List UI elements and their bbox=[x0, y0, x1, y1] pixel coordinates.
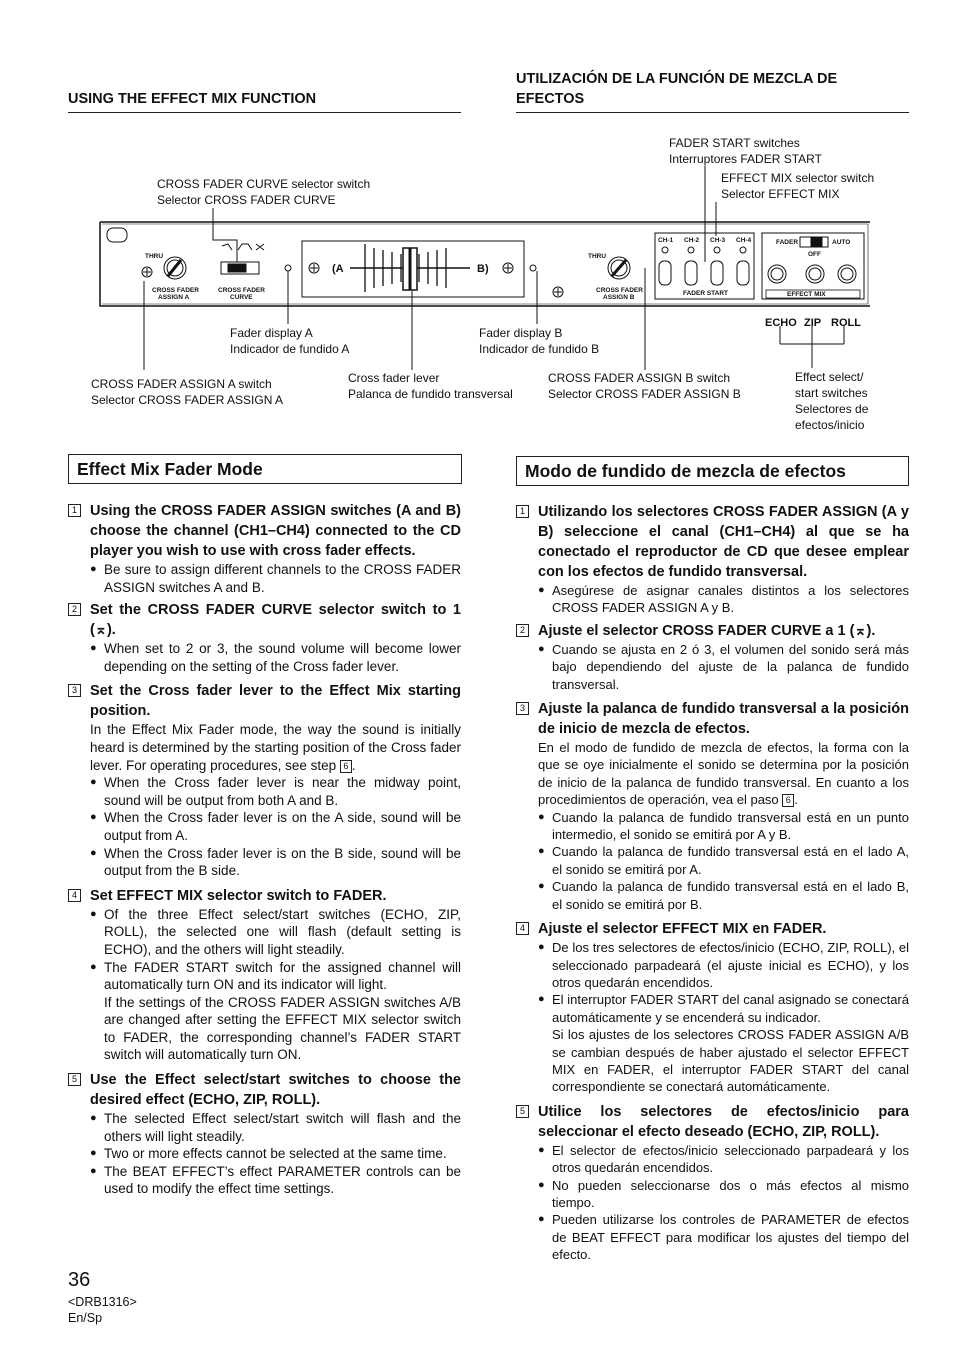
es-step-5-bullet-1: ● El selector de efectos/inicio seleccionado parpadeará y los otros quedarán encendidos. bbox=[516, 1142, 909, 1177]
en-step-5-bullet-3: ● The BEAT EFFECT’s effect PARAMETER controls can be used to modify the effect time settings. bbox=[68, 1163, 461, 1198]
assign-b-knob-icon bbox=[608, 257, 630, 279]
es-step-4-bullet-1: ● De los tres selectores de efectos/inicio (ECHO, ZIP, ROLL), el seleccionado parpadeará (el ajuste inicial es ECHO), y los otros quedarán encendidos. bbox=[516, 939, 909, 991]
en-step-4-continuation: If the settings of the CROSS FADER ASSIGN switches A/B are changed after setting the EFFECT MIX selector switch to FADER, the corresponding channel’s FADER START switch will automatically turn ON. bbox=[104, 994, 461, 1063]
fader-start-ch4-icon bbox=[737, 261, 749, 285]
en-step-1-title: Using the CROSS FADER ASSIGN switches (A and B) choose the channel (CH1–CH4) connected to the CD player you wish to use with cross fader effects. bbox=[90, 503, 461, 559]
doc-code: <DRB1316> bbox=[68, 1295, 137, 1309]
es-step-1-bullet-1: ● Asegúrese de asignar canales distintos a los selectores CROSS FADER ASSIGN A y B. bbox=[516, 582, 909, 617]
panel-ch2: CH-2 bbox=[684, 237, 700, 244]
fader-start-ch2-icon bbox=[685, 261, 697, 285]
en-step-2-number: 2 bbox=[68, 603, 81, 616]
panel-fader: FADER bbox=[776, 239, 799, 246]
es-step-1 bbox=[516, 502, 909, 582]
es-step-4-number: 4 bbox=[516, 922, 529, 935]
label-curve-en: CROSS FADER CURVE selector switch bbox=[157, 177, 371, 191]
es-step-2 bbox=[516, 621, 909, 641]
header-right-title: UTILIZACIÓN DE LA FUNCIÓN DE MEZCLA DE EFECTOS bbox=[516, 71, 838, 107]
es-step-5-bullet-2: ● No pueden seleccionarse dos o más efectos al mismo tiempo. bbox=[516, 1177, 909, 1212]
panel-ch3: CH-3 bbox=[710, 237, 726, 244]
label-effect-mix-en: EFFECT MIX selector switch bbox=[721, 171, 875, 185]
label-effect-select-4: efectos/inicio bbox=[795, 418, 865, 432]
panel-auto: AUTO bbox=[832, 239, 851, 246]
es-step-3-paragraph: En el modo de fundido de mezcla de efectos, la forma con la que se oye inicialmente el sonido se determina por la posición de inicio de la palanca de fundido transversal. En cuanto a los procedimientos de operación, vea el paso 6 . bbox=[538, 740, 909, 808]
es-step-2-bullet-1: ● Cuando se ajusta en 2 ó 3, el volumen del sonido será más bajo dependiendo del ajuste de la palanca de fundido transversal. bbox=[516, 641, 909, 693]
mixer-panel-diagram bbox=[0, 0, 954, 440]
label-lever-en: Cross fader lever bbox=[348, 371, 440, 385]
es-step-3-bullet-3: ● Cuando la palanca de fundido transversal está en el lado B, el sonido se emitirá por B. bbox=[516, 878, 909, 913]
en-section-title: Effect Mix Fader Mode bbox=[68, 454, 462, 484]
page-number: 36 bbox=[68, 1269, 91, 1291]
fader-start-ch3-icon bbox=[711, 261, 723, 285]
label-curve-es: Selector CROSS FADER CURVE bbox=[157, 193, 336, 207]
es-step-5-number: 5 bbox=[516, 1105, 529, 1118]
en-step-3-paragraph: In the Effect Mix Fader mode, the way the sound is initially heard is determined by the starting position of the Cross fader lever. For operating procedures, see step 6 . bbox=[90, 722, 461, 773]
en-step-1-number: 1 bbox=[68, 504, 81, 517]
doc-lang: En/Sp bbox=[68, 1311, 103, 1325]
es-step-3 bbox=[516, 699, 909, 739]
assign-a-knob-icon bbox=[142, 257, 186, 279]
label-assign-b-en: CROSS FADER ASSIGN B switch bbox=[548, 371, 731, 385]
panel-assign-b-2: ASSIGN B bbox=[603, 294, 635, 301]
panel-side-b: B) bbox=[477, 263, 489, 275]
label-fader-disp-b-en: Fader display B bbox=[479, 326, 563, 340]
en-step-3-bullet-2: ● When the Cross fader lever is on the A side, sound will be output from A. bbox=[68, 809, 461, 844]
panel-curve-2: CURVE bbox=[230, 294, 253, 301]
es-step-5-bullet-3: ● Pueden utilizarse los controles de PARAMETER de efectos de BEAT EFFECT para modificar los ajustes del tiempo del efecto. bbox=[516, 1211, 909, 1263]
en-step-3-bullet-3: ● When the Cross fader lever is on the B side, sound will be output from the B side. bbox=[68, 845, 461, 880]
en-step-5-number: 5 bbox=[68, 1073, 81, 1086]
es-step-1-title: Utilizando los selectores CROSS FADER ASSIGN (A y B) seleccione el canal (CH1–CH4) al que se ha conectado el reproductor de CD que desee emplear con los efectos de fundido transversal. bbox=[538, 504, 909, 580]
en-step-2 bbox=[68, 600, 461, 640]
label-effect-select-2: start switches bbox=[795, 386, 868, 400]
panel-thru-a: THRU bbox=[145, 253, 164, 260]
panel-assign-a-1: CROSS FADER bbox=[152, 287, 199, 294]
fader-display-b-icon bbox=[530, 265, 536, 271]
label-fader-disp-a-es: Indicador de fundido A bbox=[230, 342, 350, 356]
en-step-1 bbox=[68, 501, 461, 561]
es-section-title: Modo de fundido de mezcla de efectos bbox=[516, 456, 909, 486]
curve-selector-icon bbox=[221, 244, 264, 274]
panel-off: OFF bbox=[808, 251, 821, 258]
en-step-4 bbox=[68, 886, 461, 906]
en-step-1-bullet-1: ● Be sure to assign different channels to the CROSS FADER ASSIGN switches A and B. bbox=[68, 561, 461, 596]
en-step-2-bullet-1: ● When set to 2 or 3, the sound volume will become lower depending on the setting of the Cross fader lever. bbox=[68, 640, 461, 675]
en-column bbox=[68, 497, 461, 1198]
panel-thru-b: THRU bbox=[588, 253, 607, 260]
en-step-4-number: 4 bbox=[68, 889, 81, 902]
panel-echo: ECHO bbox=[765, 317, 797, 329]
es-step-3-paragraph-text: En el modo de fundido de mezcla de efectos, la forma con la que se oye inicialmente el sonido se determina por la posición de inicio de la palanca de fundido transversal. En cuanto a los procedimientos de operación, vea el paso bbox=[538, 740, 909, 808]
en-step-5-bullet-2: ● Two or more effects cannot be selected at the same time. bbox=[68, 1145, 461, 1163]
label-effect-select-1: Effect select/ bbox=[795, 370, 864, 384]
en-step-3 bbox=[68, 681, 461, 721]
en-step-5-title: Use the Effect select/start switches to choose the desired effect (ECHO, ZIP, ROLL). bbox=[90, 1072, 461, 1109]
panel-assign-a-2: ASSIGN A bbox=[158, 294, 190, 301]
label-fader-start-es: Interruptores FADER START bbox=[669, 152, 822, 166]
es-step-3-ref: 6 bbox=[782, 794, 794, 807]
en-step-3-title: Set the Cross fader lever to the Effect Mix starting position. bbox=[90, 683, 461, 720]
en-step-5-bullet-1: ● The selected Effect select/start switch will flash and the others will light steadily. bbox=[68, 1110, 461, 1145]
label-assign-a-es: Selector CROSS FADER ASSIGN A bbox=[91, 393, 284, 407]
panel-ch4: CH-4 bbox=[736, 237, 752, 244]
es-step-4-bullet-2: ● El interruptor FADER START del canal asignado se conectará automáticamente y se encenderá su indicador. bbox=[516, 991, 909, 1026]
en-step-4-title: Set EFFECT MIX selector switch to FADER. bbox=[90, 887, 387, 904]
label-effect-mix-es: Selector EFFECT MIX bbox=[721, 187, 840, 201]
es-step-2-number: 2 bbox=[516, 624, 529, 637]
label-effect-select-3: Selectores de bbox=[795, 402, 869, 416]
panel-roll: ROLL bbox=[831, 317, 861, 329]
es-step-4 bbox=[516, 919, 909, 939]
panel-ch1: CH-1 bbox=[658, 237, 674, 244]
label-assign-a-en: CROSS FADER ASSIGN A switch bbox=[91, 377, 272, 391]
en-step-3-paragraph-text: In the Effect Mix Fader mode, the way the sound is initially heard is determined by the starting position of the Cross fader lever. For operating procedures, see step bbox=[90, 722, 461, 773]
panel-effect-mix: EFFECT MIX bbox=[787, 291, 826, 298]
en-step-3-bullet-1: ● When the Cross fader lever is near the midway point, sound will be output from both A and B. bbox=[68, 774, 461, 809]
panel-zip: ZIP bbox=[804, 317, 822, 329]
label-lever-es: Palanca de fundido transversal bbox=[348, 387, 513, 401]
es-step-5-title: Utilice los selectores de efectos/inicio para seleccionar el efecto deseado (ECHO, ZIP, ROLL). bbox=[538, 1103, 909, 1140]
es-step-4-continuation: Si los ajustes de los selectores CROSS FADER ASSIGN A/B se cambian después de haber ajustado el selector EFFECT MIX en FADER, el interruptor FADER START del canal correspondiente se conectará automáticamente. bbox=[552, 1027, 909, 1095]
en-step-5 bbox=[68, 1070, 461, 1110]
fader-start-ch1-icon bbox=[659, 261, 671, 285]
panel-fader-start: FADER START bbox=[683, 290, 729, 297]
panel-side-a: (A bbox=[332, 263, 344, 275]
panel-assign-b-1: CROSS FADER bbox=[596, 287, 643, 294]
es-step-5 bbox=[516, 1102, 909, 1142]
panel-indicator-icon bbox=[107, 228, 127, 242]
es-step-3-title: Ajuste la palanca de fundido transversal a la posición de inicio de mezcla de efectos. bbox=[538, 701, 909, 738]
es-column bbox=[516, 498, 909, 1264]
es-step-3-bullet-1: ● Cuando la palanca de fundido transversal está en un punto intermedio, el sonido se emitirá por A y B. bbox=[516, 809, 909, 844]
es-step-3-number: 3 bbox=[516, 702, 529, 715]
es-step-3-bullet-2: ● Cuando la palanca de fundido transversal está en el lado A, el sonido se emitirá por A. bbox=[516, 843, 909, 878]
label-fader-start-en: FADER START switches bbox=[669, 136, 800, 150]
en-step-3-number: 3 bbox=[68, 684, 81, 697]
label-fader-disp-b-es: Indicador de fundido B bbox=[479, 342, 600, 356]
label-fader-disp-a-en: Fader display A bbox=[230, 326, 313, 340]
es-step-4-title: Ajuste el selector EFFECT MIX en FADER. bbox=[538, 921, 827, 938]
fader-display-a-icon bbox=[285, 265, 291, 271]
en-step-3-ref: 6 bbox=[340, 760, 352, 773]
es-step-2-title: Ajuste el selector CROSS FADER CURVE a 1 (⌅). bbox=[538, 622, 876, 639]
panel-curve-1: CROSS FADER bbox=[218, 287, 265, 294]
label-assign-b-es: Selector CROSS FADER ASSIGN B bbox=[548, 387, 741, 401]
en-step-2-title: Set the CROSS FADER CURVE selector switch to 1 (⌅). bbox=[90, 602, 461, 639]
header-left-title: USING THE EFFECT MIX FUNCTION bbox=[68, 91, 317, 107]
en-step-4-bullet-1: ● Of the three Effect select/start switches (ECHO, ZIP, ROLL), the selected one will flash (default setting is ECHO), and the others will light steadily. bbox=[68, 906, 461, 959]
es-step-1-number: 1 bbox=[516, 505, 529, 518]
en-step-4-bullet-2: ● The FADER START switch for the assigned channel will automatically turn ON and its indicator will light. bbox=[68, 959, 461, 994]
